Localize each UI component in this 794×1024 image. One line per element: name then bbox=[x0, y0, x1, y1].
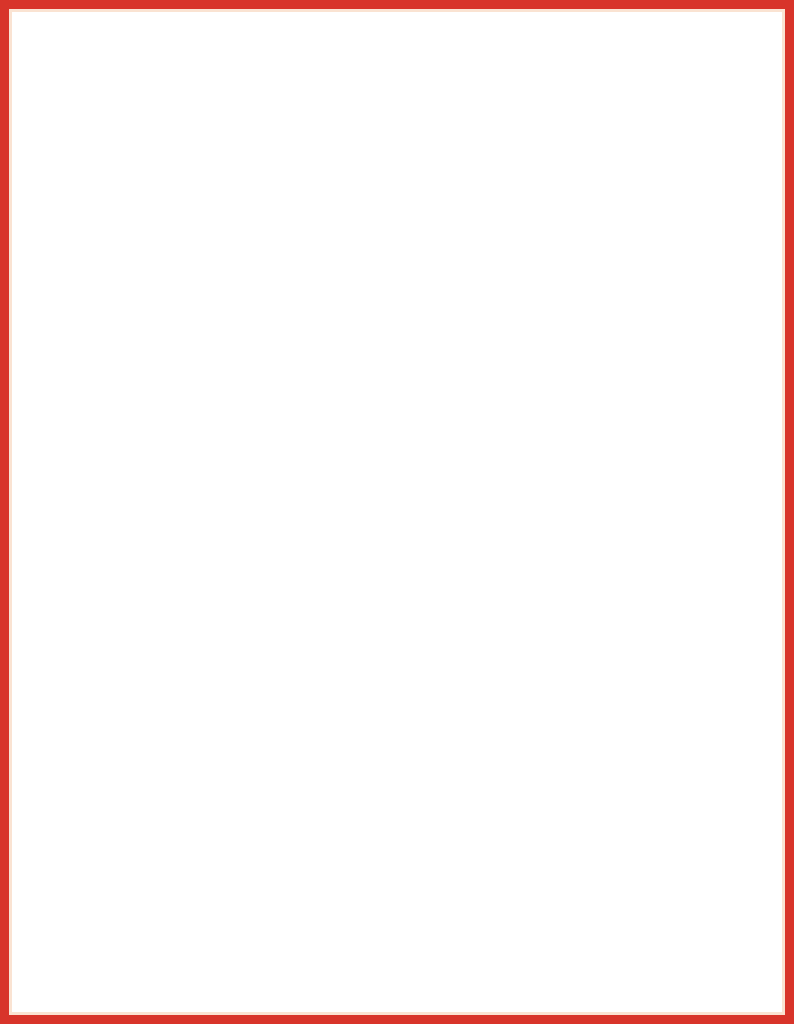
page-sheet bbox=[12, 12, 782, 1012]
